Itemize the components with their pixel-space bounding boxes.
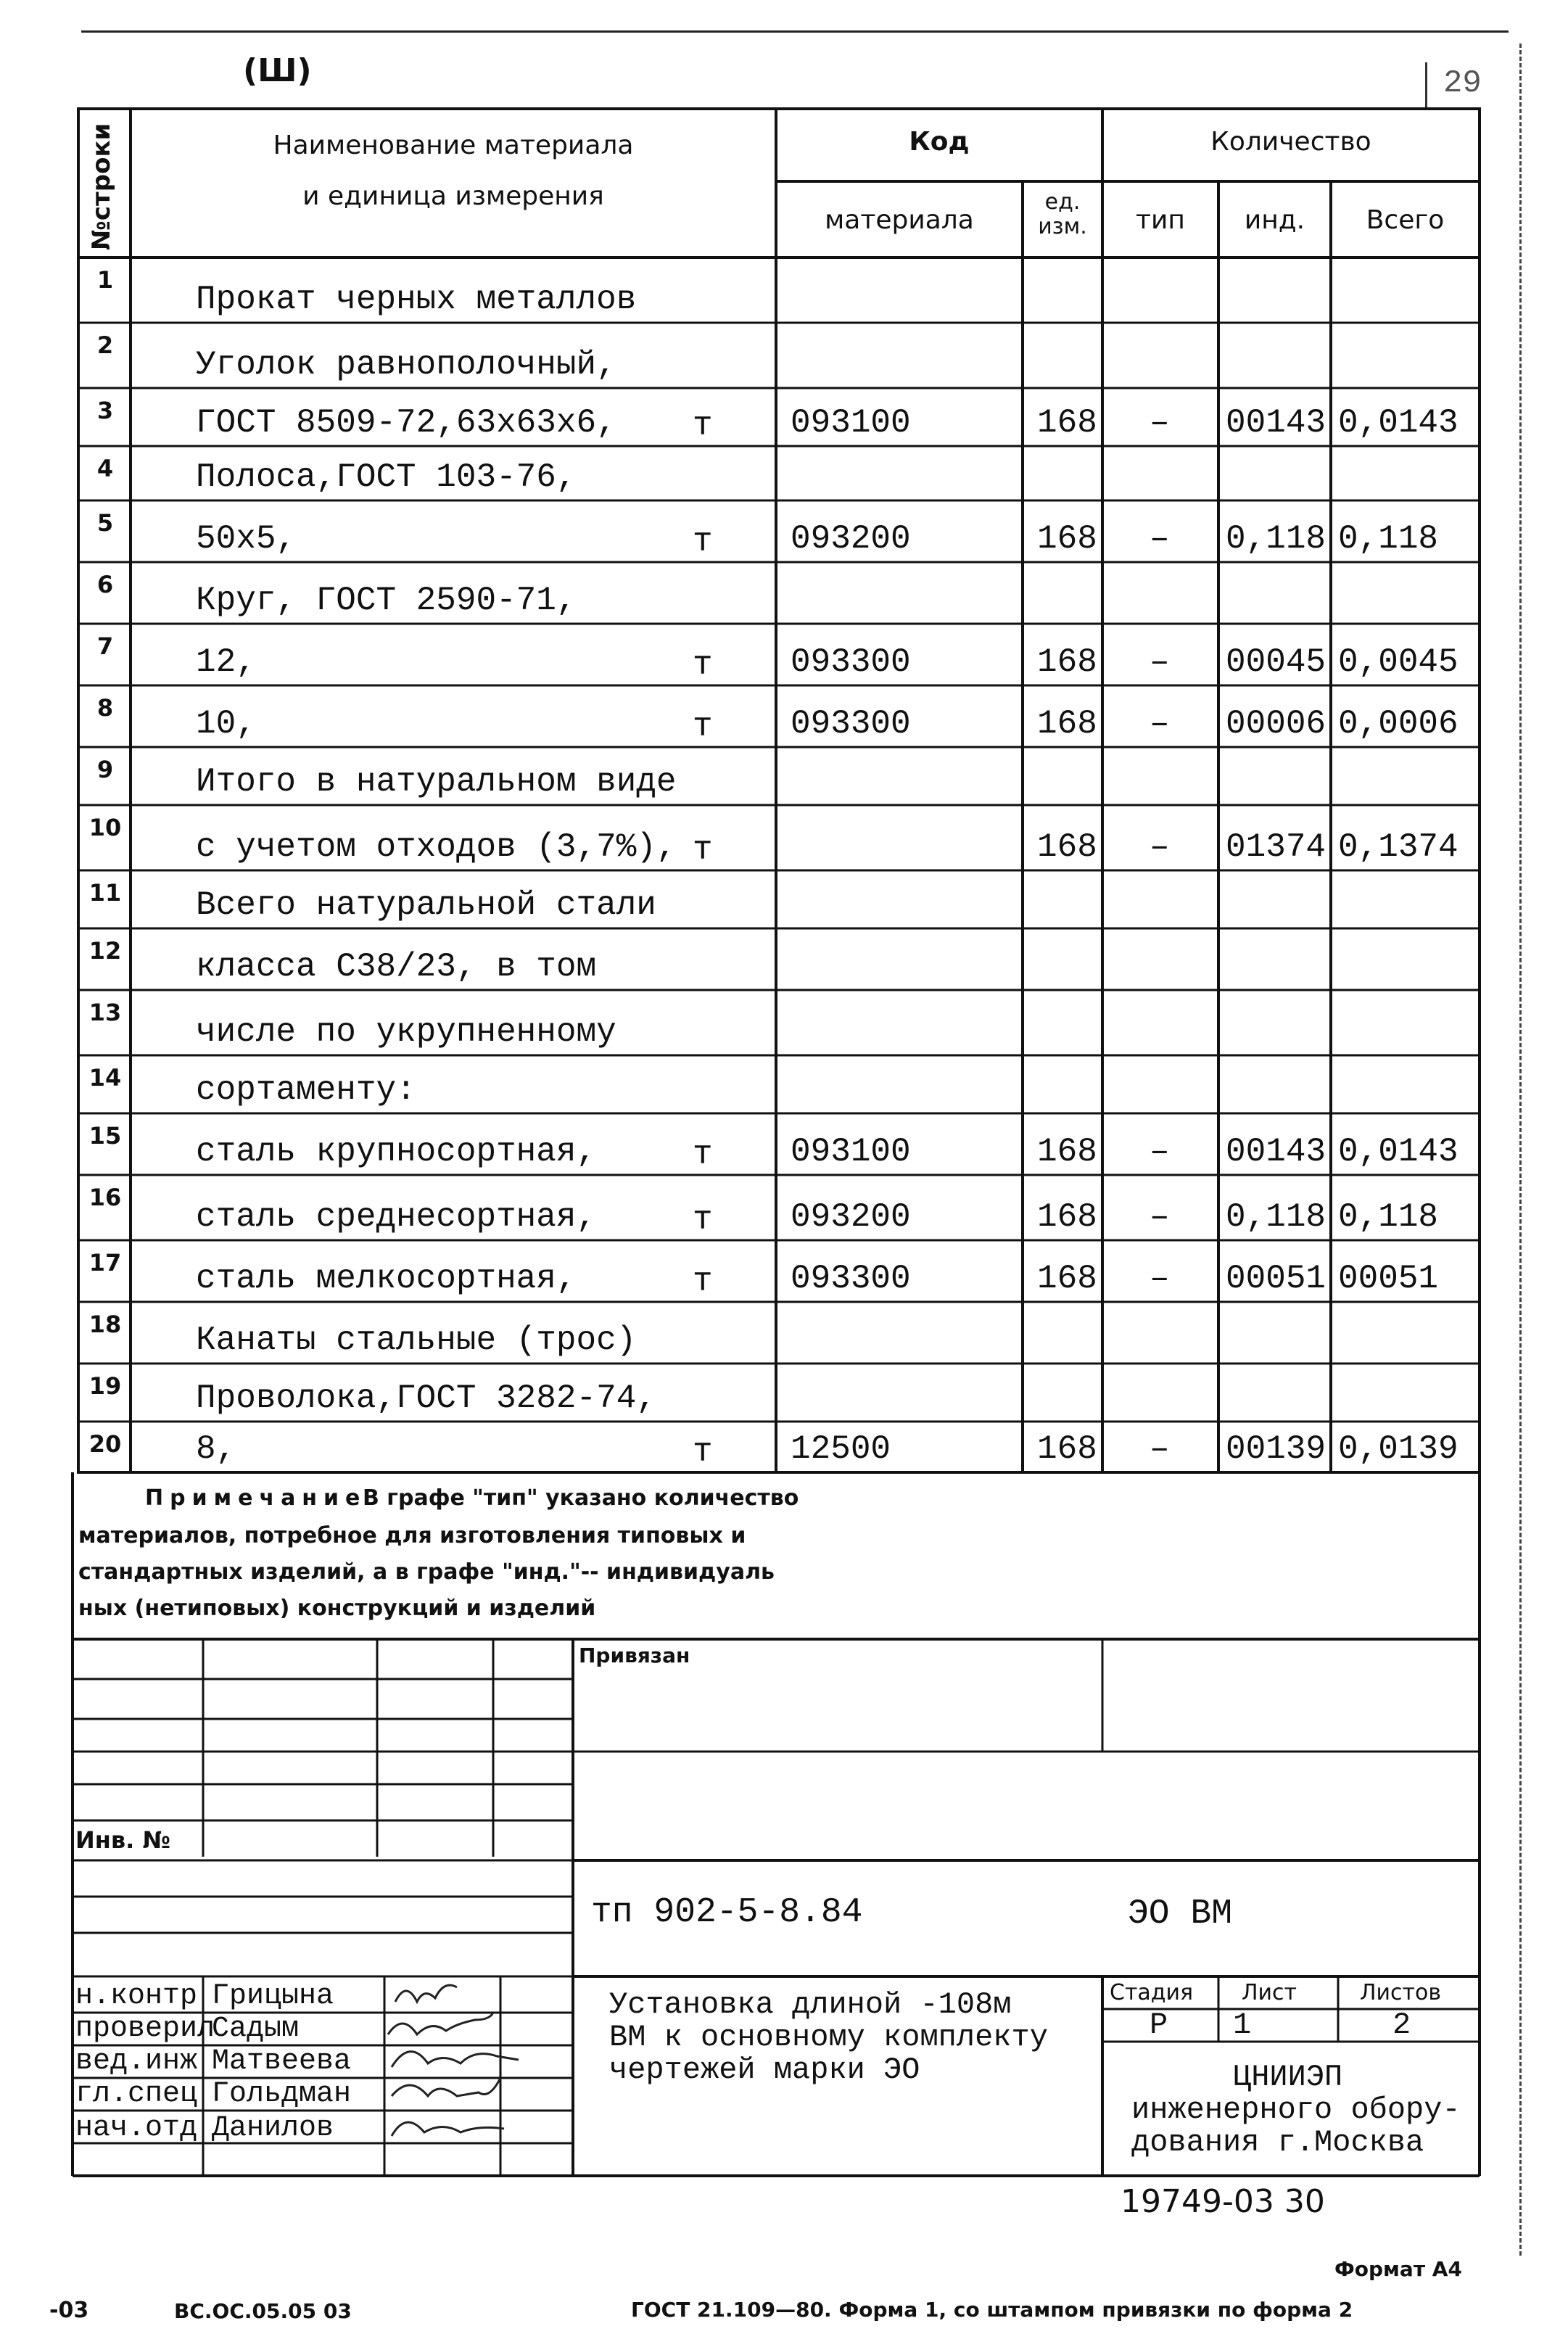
note-line-1: В графе "тип" указано количество: [363, 1485, 799, 1511]
sheet-value: 1: [1233, 2008, 1252, 2042]
row-number: 6: [96, 571, 114, 598]
signer-name: Садым: [212, 2013, 300, 2045]
title-line-1: Установка длиной -108м: [609, 1987, 1012, 2022]
row-unit: т: [693, 1136, 713, 1174]
row-name: сталь мелкосортная,: [196, 1260, 577, 1298]
row-number: 13: [88, 999, 122, 1026]
col-header-code-unit: ед. изм.: [1038, 189, 1087, 239]
row-qty-total: 0,0143: [1338, 1133, 1458, 1171]
signer-name: Данилов: [212, 2112, 334, 2145]
row-qty-ind: 00139: [1226, 1430, 1326, 1468]
sheets-value: 2: [1392, 2008, 1411, 2042]
row-qty-total: 00051: [1338, 1260, 1439, 1298]
col-header-row-no: №строки: [87, 123, 116, 250]
col-header-name-1: Наименование материала: [273, 131, 634, 160]
row-unit-code: 168: [1037, 705, 1097, 743]
row-qty-type: –: [1150, 1133, 1170, 1171]
row-unit-code: 168: [1037, 1430, 1097, 1468]
row-number: 1: [96, 266, 114, 294]
row-number: 17: [88, 1249, 122, 1276]
row-qty-total: 0,118: [1338, 1198, 1439, 1236]
sheets-label: Листов: [1360, 1980, 1442, 2005]
row-qty-ind: 00143: [1226, 1133, 1326, 1171]
row-number: 5: [96, 509, 114, 537]
note-label: Примечание: [145, 1485, 367, 1511]
row-name: с учетом отходов (3,7%),: [196, 828, 677, 866]
row-name: числе по укрупненному: [196, 1013, 616, 1051]
row-unit-code: 168: [1037, 1198, 1097, 1236]
row-number: 11: [88, 879, 122, 907]
row-name: 10,: [196, 705, 256, 743]
row-number: 7: [96, 632, 114, 660]
row-number: 10: [88, 814, 122, 841]
col-header-code-material: материала: [825, 205, 974, 235]
col-header-qty: Количество: [1210, 127, 1371, 157]
row-code: 093100: [791, 1133, 911, 1171]
row-qty-type: –: [1150, 705, 1170, 743]
row-qty-type: –: [1150, 643, 1170, 681]
row-name: сталь среднесортная,: [196, 1198, 597, 1236]
title-line-3: чертежей марки ЭО: [609, 2053, 920, 2087]
row-qty-ind: 00045: [1226, 643, 1326, 681]
col-header-qty-total: Всего: [1366, 205, 1445, 235]
row-qty-type: –: [1150, 1430, 1170, 1468]
right-edge-mark: [1519, 44, 1522, 2256]
signer-role: проверил: [75, 2013, 215, 2045]
row-qty-total: 0,1374: [1338, 828, 1458, 866]
row-number: 19: [88, 1372, 122, 1400]
row-qty-type: –: [1150, 828, 1170, 866]
sheet-label: Лист: [1242, 1980, 1297, 2005]
note-line-4: ных (нетиповых) конструкций и изделий: [78, 1596, 596, 1621]
row-qty-ind: 01374: [1226, 828, 1326, 866]
row-code: 093100: [791, 404, 911, 442]
row-unit: т: [693, 407, 713, 445]
row-qty-ind: 0,118: [1226, 520, 1326, 558]
row-unit-code: 168: [1037, 828, 1097, 866]
row-code: 093300: [791, 643, 911, 681]
row-unit: т: [693, 1433, 713, 1471]
signer-role: н.контр: [75, 1980, 198, 2013]
footer-left-code: ВС.ОС.05.05 03: [174, 2299, 352, 2323]
row-number: 14: [88, 1064, 122, 1092]
row-unit: т: [693, 831, 713, 869]
roman-index: (Ш): [243, 52, 312, 89]
row-unit-code: 168: [1037, 643, 1097, 681]
row-code: 12500: [791, 1430, 891, 1468]
row-number: 2: [96, 331, 114, 359]
privyazan-label: Привязан: [579, 1643, 690, 1667]
row-code: 093200: [791, 520, 911, 558]
col-header-code: Код: [909, 127, 970, 157]
row-name: сталь крупносортная,: [196, 1133, 597, 1171]
col-header-name-2: и единица измерения: [302, 181, 604, 211]
inv-no-label: Инв. №: [75, 1826, 170, 1854]
row-number: 8: [96, 694, 114, 722]
row-name: класса С38/23, в том: [196, 948, 597, 986]
org-line-3: дования г.Москва: [1131, 2125, 1424, 2160]
row-unit: т: [693, 1201, 713, 1239]
signer-name: Матвеева: [212, 2045, 352, 2078]
row-qty-ind: 0,118: [1226, 1198, 1326, 1236]
archive-number: 19749-03 30: [1121, 2183, 1325, 2220]
note-line-2: материалов, потребное для изготовления типовых и: [78, 1523, 746, 1548]
row-name: Уголок равнополочный,: [196, 346, 616, 384]
footer-left-number: -03: [49, 2298, 89, 2323]
row-unit-code: 168: [1037, 404, 1097, 442]
row-number: 16: [88, 1184, 122, 1211]
signer-role: нач.отд: [75, 2112, 198, 2145]
stage-value: Р: [1150, 2008, 1168, 2042]
row-qty-total: 0,0045: [1338, 643, 1458, 681]
doc-mark: ЭО ВМ: [1128, 1894, 1233, 1934]
row-qty-ind: 00143: [1226, 404, 1326, 442]
row-unit-code: 168: [1037, 1260, 1097, 1298]
row-unit: т: [693, 1263, 713, 1300]
row-qty-type: –: [1150, 404, 1170, 442]
row-qty-type: –: [1150, 1198, 1170, 1236]
row-number: 3: [96, 397, 114, 424]
signer-name: Гольдман: [212, 2078, 352, 2111]
row-qty-total: 0,0143: [1338, 404, 1458, 442]
row-code: 093300: [791, 705, 911, 743]
row-qty-total: 0,118: [1338, 520, 1439, 558]
row-qty-type: –: [1150, 520, 1170, 558]
row-qty-type: –: [1150, 1260, 1170, 1298]
stage-label: Стадия: [1110, 1980, 1194, 2005]
row-number: 15: [88, 1122, 122, 1150]
col-header-qty-ind: инд.: [1244, 205, 1305, 235]
signer-role: вед.инж: [75, 2045, 198, 2078]
row-name: 8,: [196, 1430, 236, 1468]
col-header-qty-type: тип: [1136, 205, 1185, 235]
row-name: ГОСТ 8509-72,63х63х6,: [196, 404, 616, 442]
row-unit-code: 168: [1037, 1133, 1097, 1171]
row-number: 12: [88, 937, 122, 965]
format-label: Формат А4: [1334, 2257, 1462, 2281]
row-name: Проволока,ГОСТ 3282-74,: [196, 1379, 656, 1417]
row-number: 4: [96, 455, 114, 482]
title-line-2: ВМ к основному комплекту: [609, 2020, 1048, 2055]
doc-code: тп 902-5-8.84: [591, 1893, 863, 1932]
row-name: Всего натуральной стали: [196, 886, 656, 924]
row-name: Канаты стальные (трос): [196, 1321, 637, 1359]
row-qty-total: 0,0139: [1338, 1430, 1458, 1468]
row-unit: т: [693, 646, 713, 684]
page-number: 29: [1443, 65, 1482, 102]
row-name: сортаменту:: [196, 1071, 416, 1109]
row-code: 093300: [791, 1260, 911, 1298]
row-number: 18: [88, 1311, 122, 1338]
signer-name: Грицына: [212, 1980, 334, 2013]
note-line-3: стандартных изделий, а в графе "инд."-- индивидуаль: [78, 1559, 775, 1585]
row-name: 50х5,: [196, 520, 297, 558]
row-name: Прокат черных металлов: [196, 281, 637, 318]
org-line-2: инженерного обору-: [1131, 2092, 1461, 2127]
row-name: Итого в натуральном виде: [196, 763, 677, 801]
row-qty-ind: 00006: [1226, 705, 1326, 743]
row-name: Полоса,ГОСТ 103-76,: [196, 458, 577, 496]
row-code: 093200: [791, 1198, 911, 1236]
row-name: Круг, ГОСТ 2590-71,: [196, 582, 577, 619]
row-qty-total: 0,0006: [1338, 705, 1458, 743]
row-name: 12,: [196, 643, 256, 681]
row-unit-code: 168: [1037, 520, 1097, 558]
row-qty-ind: 00051: [1226, 1260, 1326, 1298]
signer-role: гл.спец: [75, 2078, 198, 2111]
row-number: 9: [96, 756, 114, 783]
org-line-1: ЦНИИЭП: [1233, 2060, 1343, 2095]
row-unit: т: [693, 523, 713, 561]
row-unit: т: [693, 708, 713, 746]
footer-gost: ГОСТ 21.109—80. Форма 1, со штампом привязки по форма 2: [631, 2298, 1353, 2322]
row-number: 20: [88, 1430, 122, 1458]
